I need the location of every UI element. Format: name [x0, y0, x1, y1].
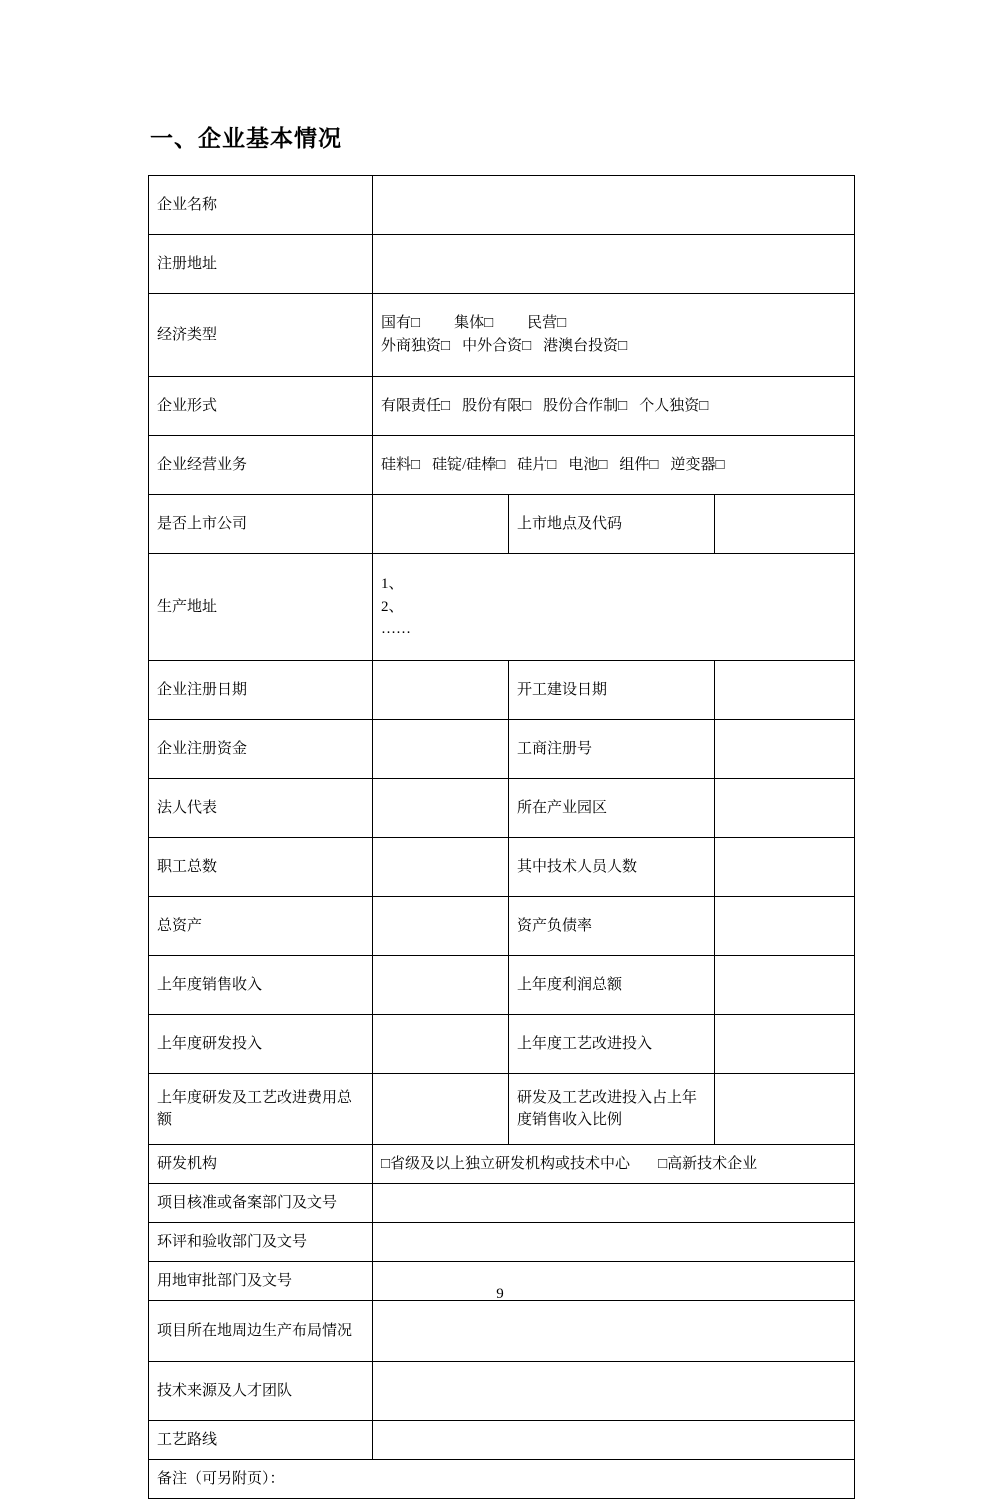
table-row	[149, 1421, 855, 1460]
production-address-line-1: 1、	[381, 576, 404, 593]
construction-date-label: 开工建设日期	[509, 661, 715, 720]
enterprise-form-option-cooperative[interactable]: 股份合作制□	[543, 397, 628, 414]
total-assets-label: 总资产	[149, 897, 373, 956]
business-options[interactable]	[373, 436, 855, 495]
last-year-sales-label: 上年度销售收入	[149, 956, 373, 1015]
economy-type-options[interactable]	[373, 294, 855, 377]
table-row	[149, 1223, 855, 1262]
business-option-cell[interactable]: 电池□	[568, 456, 608, 473]
business-license-field[interactable]	[715, 720, 855, 779]
last-year-process-improvement-field[interactable]	[715, 1015, 855, 1074]
table-row	[149, 294, 855, 377]
table-row	[149, 436, 855, 495]
production-address-line-2: 2、	[381, 598, 404, 615]
economy-type-option-state[interactable]: 国有□	[381, 314, 421, 331]
economy-type-option-collective[interactable]: 集体□	[454, 314, 494, 331]
table-row	[149, 1015, 855, 1074]
economy-type-option-foreign-sole[interactable]: 外商独资□	[381, 338, 451, 354]
debt-ratio-field[interactable]	[715, 897, 855, 956]
is-listed-label: 是否上市公司	[149, 495, 373, 554]
industrial-park-label: 所在产业园区	[509, 779, 715, 838]
economy-type-label: 经济类型	[149, 294, 373, 377]
rd-process-total-label: 上年度研发及工艺改进费用总额	[149, 1074, 373, 1145]
business-label: 企业经营业务	[149, 436, 373, 495]
table-row	[149, 838, 855, 897]
construction-date-field[interactable]	[715, 661, 855, 720]
rd-ratio-label: 研发及工艺改进投入占上年度销售收入比例	[509, 1074, 715, 1145]
project-approval-field[interactable]	[373, 1184, 855, 1223]
last-year-process-improvement-label: 上年度工艺改进投入	[509, 1015, 715, 1074]
table-row	[149, 1145, 855, 1184]
enterprise-form-option-sole[interactable]: 个人独资□	[639, 397, 709, 414]
page-number: 9	[496, 1286, 504, 1302]
last-year-rd-field[interactable]	[373, 1015, 509, 1074]
legal-representative-field[interactable]	[373, 779, 509, 838]
enterprise-form-option-limited[interactable]: 有限责任□	[381, 397, 451, 414]
production-address-label: 生产地址	[149, 554, 373, 661]
table-row	[149, 1074, 855, 1145]
remarks-label[interactable]: 备注（可另附页）：	[149, 1460, 855, 1499]
table-row	[149, 554, 855, 661]
technology-source-label: 技术来源及人才团队	[149, 1362, 373, 1421]
table-row	[149, 377, 855, 436]
company-name-label: 企业名称	[149, 176, 373, 235]
rd-organization-label: 研发机构	[149, 1145, 373, 1184]
table-row	[149, 176, 855, 235]
business-option-wafer[interactable]: 硅片□	[517, 456, 557, 473]
environmental-acceptance-label: 环评和验收部门及文号	[149, 1223, 373, 1262]
total-assets-field[interactable]	[373, 897, 509, 956]
registered-address-field[interactable]	[373, 235, 855, 294]
business-option-module[interactable]: 组件□	[619, 456, 659, 473]
business-option-polysilicon[interactable]: 硅料□	[381, 456, 421, 473]
project-approval-label: 项目核准或备案部门及文号	[149, 1184, 373, 1223]
technology-source-field[interactable]	[373, 1362, 855, 1421]
last-year-profit-field[interactable]	[715, 956, 855, 1015]
staff-total-field[interactable]	[373, 838, 509, 897]
enterprise-form-options[interactable]	[373, 377, 855, 436]
business-option-ingot[interactable]: 硅锭/硅棒□	[432, 456, 506, 473]
production-address-line-3: ……	[381, 621, 411, 638]
registered-capital-label: 企业注册资金	[149, 720, 373, 779]
debt-ratio-label: 资产负债率	[509, 897, 715, 956]
listing-place-field[interactable]	[715, 495, 855, 554]
last-year-profit-label: 上年度利润总额	[509, 956, 715, 1015]
registered-address-label: 注册地址	[149, 235, 373, 294]
last-year-rd-label: 上年度研发投入	[149, 1015, 373, 1074]
registration-date-label: 企业注册日期	[149, 661, 373, 720]
enterprise-form-label: 企业形式	[149, 377, 373, 436]
table-row	[149, 1460, 855, 1499]
business-option-inverter[interactable]: 逆变器□	[670, 456, 725, 473]
industrial-park-field[interactable]	[715, 779, 855, 838]
rd-ratio-field[interactable]	[715, 1074, 855, 1145]
listing-place-label: 上市地点及代码	[509, 495, 715, 554]
page-title: 一、企业基本情况	[150, 125, 342, 151]
table-row	[149, 720, 855, 779]
table-row	[149, 956, 855, 1015]
legal-representative-label: 法人代表	[149, 779, 373, 838]
rd-process-total-field[interactable]	[373, 1074, 509, 1145]
surrounding-layout-field[interactable]	[373, 1301, 855, 1362]
table-row	[149, 1184, 855, 1223]
table-row	[149, 1301, 855, 1362]
table-row	[149, 1362, 855, 1421]
rd-organization-options[interactable]	[373, 1145, 855, 1184]
process-route-label: 工艺路线	[149, 1421, 373, 1460]
technical-staff-label: 其中技术人员人数	[509, 838, 715, 897]
economy-type-option-hmt[interactable]: 港澳台投资□	[543, 338, 628, 354]
environmental-acceptance-field[interactable]	[373, 1223, 855, 1262]
economy-type-option-joint-venture[interactable]: 中外合资□	[462, 338, 532, 354]
staff-total-label: 职工总数	[149, 838, 373, 897]
enterprise-form-option-joint-stock[interactable]: 股份有限□	[462, 397, 532, 414]
land-approval-label: 用地审批部门及文号	[149, 1262, 373, 1301]
table-row	[149, 495, 855, 554]
surrounding-layout-label: 项目所在地周边生产布局情况	[149, 1301, 373, 1362]
company-name-field[interactable]	[373, 176, 855, 235]
technical-staff-field[interactable]	[715, 838, 855, 897]
table-row	[149, 779, 855, 838]
table-row	[149, 661, 855, 720]
is-listed-field[interactable]	[373, 495, 509, 554]
rd-org-option-provincial-center[interactable]: □省级及以上独立研发机构或技术中心	[381, 1155, 631, 1172]
process-route-field[interactable]	[373, 1421, 855, 1460]
rd-org-option-hightech-enterprise[interactable]: □高新技术企业	[658, 1155, 758, 1172]
table-row	[149, 235, 855, 294]
last-year-sales-field[interactable]	[373, 956, 509, 1015]
registered-capital-field[interactable]	[373, 720, 509, 779]
registration-date-field[interactable]	[373, 661, 509, 720]
table-row	[149, 897, 855, 956]
production-address-field[interactable]	[373, 554, 855, 661]
economy-type-option-private[interactable]: 民营□	[527, 314, 567, 331]
business-license-label: 工商注册号	[509, 720, 715, 779]
